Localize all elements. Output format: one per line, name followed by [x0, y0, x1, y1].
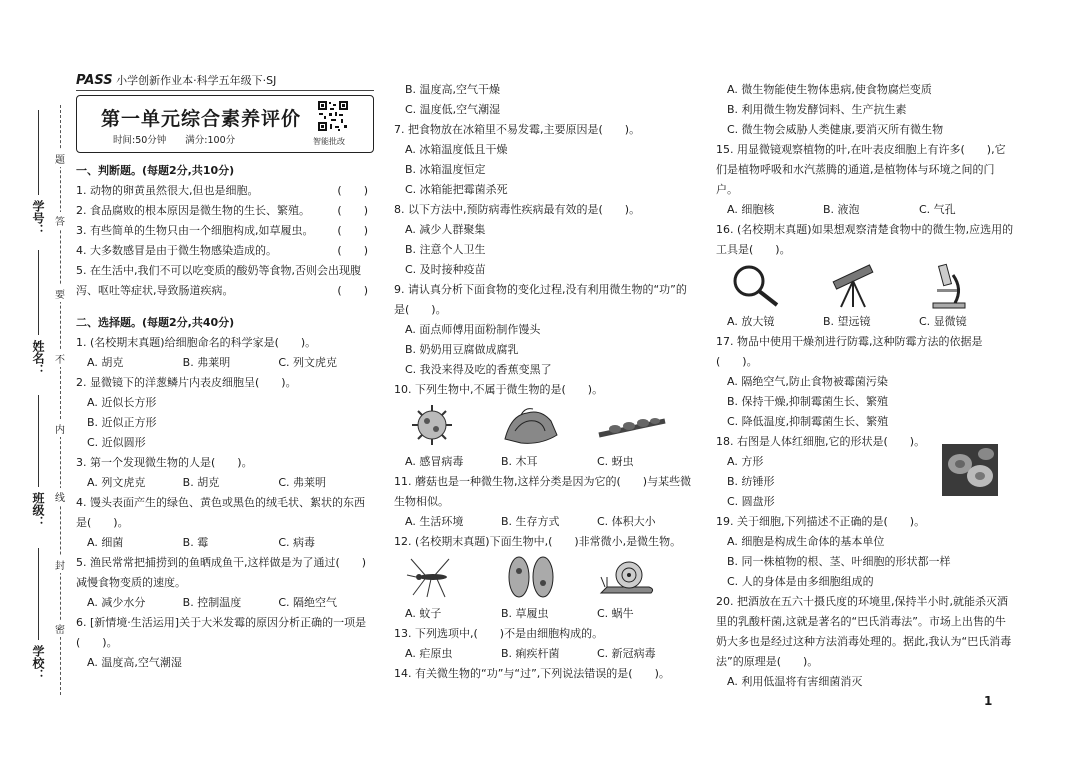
option[interactable]: A. 减少水分 — [87, 596, 146, 609]
option[interactable]: C. 新冠病毒 — [597, 647, 656, 660]
option[interactable]: A. 疟原虫 — [405, 647, 453, 660]
question-stem: 6. [新情境·生活运用]关于大米发霉的原因分析正确的一项是( )。 — [76, 616, 367, 649]
section-1-heading: 一、判断题。(每题2分,共10分) — [76, 164, 235, 177]
option[interactable]: B. 奶奶用豆腐做成腐乳 — [405, 343, 519, 356]
judge-item: 2. 食品腐败的根本原因是微生物的生长、繁殖。 ( ) — [76, 201, 374, 221]
brand-logo: PASS — [76, 73, 113, 88]
q12-images — [394, 552, 694, 604]
wood-ear-image — [501, 401, 561, 449]
option[interactable]: C. 冰箱能把霉菌杀死 — [405, 183, 508, 196]
option[interactable]: C. 人的身体是由多细胞组成的 — [727, 575, 874, 588]
option[interactable]: A. 蚊子 — [405, 607, 442, 620]
judge-item: 1. 动物的卵黄虽然很大,但也是细胞。 ( ) — [76, 181, 374, 201]
options-row — [76, 593, 374, 613]
q18-block — [716, 432, 1016, 512]
option[interactable]: C. 蚜虫 — [597, 455, 634, 468]
option[interactable]: C. 病毒 — [278, 536, 316, 549]
options-row — [76, 473, 374, 493]
option[interactable]: A. 细胞核 — [727, 203, 775, 216]
question-stem: 11. 蘑菇也是一种微生物,这样分类是因为它的( )与某些微生物相似。 — [394, 475, 692, 508]
option[interactable]: C. 近似圆形 — [87, 436, 146, 449]
judge-item: 3. 有些简单的生物只由一个细胞构成,如草履虫。 ( ) — [76, 221, 374, 241]
options-row — [716, 312, 1016, 332]
option[interactable]: B. 弗莱明 — [182, 356, 231, 369]
q16-images — [716, 260, 1016, 312]
student-id-label: 学号： — [31, 200, 45, 236]
option[interactable]: A. 列文虎克 — [87, 476, 146, 489]
option[interactable]: A. 温度高,空气潮湿 — [87, 656, 182, 669]
class-blank[interactable] — [38, 395, 39, 487]
telescope-image — [823, 261, 883, 309]
option[interactable]: C. 隔绝空气 — [278, 596, 338, 609]
option[interactable]: B. 注意个人卫生 — [405, 243, 486, 256]
option[interactable]: C. 降低温度,抑制霉菌生长、繁殖 — [727, 415, 889, 428]
option[interactable]: B. 痢疾杆菌 — [501, 647, 560, 660]
option[interactable]: C. 圆盘形 — [727, 495, 775, 508]
options-row — [394, 452, 694, 472]
student-name-blank[interactable] — [38, 250, 39, 335]
option[interactable]: A. 冰箱温度低且干燥 — [405, 143, 508, 156]
options-row — [76, 353, 374, 373]
option[interactable]: C. 气孔 — [919, 203, 956, 216]
question-stem: 15. 用显微镜观察植物的叶,在叶表皮细胞上有许多( ),它们是植物呼吸和水汽蒸腾的通道,是植物体与环境之间的门户。 — [716, 143, 1006, 196]
question-stem: 7. 把食物放在冰箱里不易发霉,主要原因是( )。 — [394, 123, 641, 136]
option[interactable]: B. 同一株植物的根、茎、叶细胞的形状都一样 — [727, 555, 951, 568]
question-stem: 5. 渔民常常把捕捞到的鱼晒成鱼干,这样做是为了通过( )减慢食物变质的速度。 — [76, 556, 367, 589]
seal-char: 答 — [54, 212, 66, 229]
option[interactable]: B. 保持干燥,抑制霉菌生长、繁殖 — [727, 395, 889, 408]
judge-item: 5. 在生活中,我们不可以吃变质的酸奶等食物,否则会出现腹泻、呕吐等症状,导致肠道疾病。 — [76, 264, 361, 297]
page-number: 1 — [984, 694, 993, 708]
seal-char: 密 — [54, 620, 66, 637]
option[interactable]: C. 蜗牛 — [597, 607, 634, 620]
option[interactable]: A. 利用低温将有害细菌消灭 — [727, 675, 863, 688]
option[interactable]: A. 胡克 — [87, 356, 124, 369]
option[interactable]: B. 控制温度 — [182, 596, 242, 609]
question-stem: 9. 请认真分析下面食物的变化过程,没有利用微生物的“功”的是( )。 — [394, 283, 687, 316]
aphid-image — [597, 401, 667, 449]
option[interactable]: B. 利用微生物发酵饲料、生产抗生素 — [727, 103, 907, 116]
question-stem: 4. 馒头表面产生的绿色、黄色或黑色的绒毛状、絮状的东西是( )。 — [76, 496, 365, 529]
options-row — [716, 200, 1016, 220]
judge-item: 4. 大多数感冒是由于微生物感染造成的。 ( ) — [76, 241, 374, 261]
question-stem: 2. 显微镜下的洋葱鳞片内表皮细胞呈( )。 — [76, 376, 297, 389]
book-header — [76, 72, 374, 91]
option[interactable]: A. 近似长方形 — [87, 396, 157, 409]
seal-char: 不 — [54, 350, 66, 367]
seal-char: 线 — [54, 488, 66, 505]
option[interactable]: C. 温度低,空气潮湿 — [405, 103, 501, 116]
question-stem: 13. 下列选项中,( )不是由细胞构成的。 — [394, 627, 604, 640]
snail-image — [597, 553, 657, 601]
options-row — [394, 644, 694, 664]
binding-margin — [0, 0, 70, 773]
option[interactable]: C. 及时接种疫苗 — [405, 263, 486, 276]
options-row — [394, 512, 694, 532]
option[interactable]: A. 放大镜 — [727, 315, 775, 328]
option[interactable]: B. 胡克 — [182, 476, 220, 489]
option[interactable]: C. 微生物会威胁人类健康,要消灭所有微生物 — [727, 123, 944, 136]
seal-char: 要 — [54, 285, 66, 302]
option[interactable]: C. 弗莱明 — [278, 476, 327, 489]
question-stem: 20. 把酒放在五六十摄氏度的环境里,保持半小时,就能杀灭酒里的乳酸杆菌,这就是著名的“巴氏消毒法”。市场上出售的牛奶大多也是经过这种方法消毒处理的。据此,我认为“巴氏消毒法”的原理是( )。 — [716, 595, 1012, 668]
option[interactable]: A. 细菌 — [87, 536, 124, 549]
seal-line — [60, 105, 61, 695]
student-name-label: 姓名： — [31, 340, 45, 376]
paramecium-image — [501, 553, 561, 601]
column-1 — [76, 72, 374, 673]
question-stem: 16. (名校期末真题)如果想观察清楚食物中的微生物,应选用的工具是( )。 — [716, 223, 1014, 256]
answer-paren[interactable]: ( ) — [337, 204, 368, 217]
school-blank[interactable] — [38, 548, 39, 640]
question-stem: 10. 下列生物中,不属于微生物的是( )。 — [394, 383, 604, 396]
column-3 — [716, 80, 1016, 692]
exam-meta: 时间:50分钟 满分:100分 — [113, 135, 236, 146]
question-stem: 17. 物品中使用干燥剂进行防霉,这种防霉方法的依据是( )。 — [716, 335, 983, 368]
options-row — [394, 604, 694, 624]
option[interactable]: B. 近似正方形 — [87, 416, 157, 429]
option[interactable]: B. 纺锤形 — [727, 475, 775, 488]
microscope-image — [919, 261, 979, 309]
magnifier-image — [727, 261, 787, 309]
answer-paren[interactable]: ( ) — [337, 284, 368, 297]
option[interactable]: C. 我没来得及吃的香蕉变黑了 — [405, 363, 552, 376]
option[interactable]: A. 感冒病毒 — [405, 455, 464, 468]
answer-paren[interactable]: ( ) — [337, 224, 368, 237]
section-2-heading: 二、选择题。(每题2分,共40分) — [76, 316, 235, 329]
question-stem: 1. (名校期末真题)给细胞命名的科学家是( )。 — [76, 336, 317, 349]
seal-char: 内 — [54, 420, 66, 437]
option[interactable]: B. 草履虫 — [501, 607, 549, 620]
option[interactable]: B. 木耳 — [501, 455, 538, 468]
option[interactable]: A. 减少人群聚集 — [405, 223, 486, 236]
option[interactable]: B. 冰箱温度恒定 — [405, 163, 486, 176]
column-2 — [394, 80, 694, 684]
question-stem: 18. 右图是人体红细胞,它的形状是( )。 — [716, 435, 926, 448]
option[interactable]: B. 霉 — [182, 536, 209, 549]
question-stem: 19. 关于细胞,下列描述不正确的是( )。 — [716, 515, 926, 528]
option[interactable]: B. 温度高,空气干燥 — [405, 83, 501, 96]
option[interactable]: B. 液泡 — [823, 203, 860, 216]
option[interactable]: C. 列文虎克 — [278, 356, 338, 369]
option[interactable]: A. 微生物能使生物体患病,使食物腐烂变质 — [727, 83, 932, 96]
red-blood-cell-image — [942, 444, 998, 496]
option[interactable]: B. 生存方式 — [501, 515, 560, 528]
option[interactable]: A. 生活环境 — [405, 515, 464, 528]
book-series: 小学创新作业本·科学五年级下·SJ — [116, 74, 277, 87]
answer-paren[interactable]: ( ) — [337, 244, 368, 257]
answer-paren[interactable]: ( ) — [337, 184, 368, 197]
qr-label: 智能批改 — [313, 137, 345, 146]
qr-code-icon[interactable] — [317, 100, 349, 132]
school-label: 学校： — [31, 645, 45, 681]
options-row — [76, 533, 374, 553]
mosquito-image — [405, 553, 461, 601]
option[interactable]: C. 显微镜 — [919, 315, 967, 328]
question-stem: 8. 以下方法中,预防病毒性疾病最有效的是( )。 — [394, 203, 641, 216]
option[interactable]: B. 望远镜 — [823, 315, 871, 328]
virus-image — [405, 401, 459, 449]
seal-char: 封 — [54, 556, 66, 573]
option[interactable]: A. 面点师傅用面粉制作馒头 — [405, 323, 541, 336]
q10-images — [394, 400, 694, 452]
option[interactable]: A. 方形 — [727, 455, 764, 468]
title-box — [76, 95, 374, 153]
option[interactable]: A. 隔绝空气,防止食物被霉菌污染 — [727, 375, 888, 388]
option[interactable]: A. 细胞是构成生命体的基本单位 — [727, 535, 885, 548]
question-stem: 14. 有关微生物的“功”与“过”,下列说法错误的是( )。 — [394, 667, 670, 680]
seal-char: 题 — [54, 150, 66, 167]
page-title: 第一单元综合素养评价 — [101, 108, 302, 130]
question-stem: 3. 第一个发现微生物的人是( )。 — [76, 456, 253, 469]
student-id-blank[interactable] — [38, 110, 39, 195]
class-label: 班级： — [31, 492, 45, 528]
option[interactable]: C. 体积大小 — [597, 515, 656, 528]
question-stem: 12. (名校期末真题)下面生物中,( )非常微小,是微生物。 — [394, 535, 682, 548]
